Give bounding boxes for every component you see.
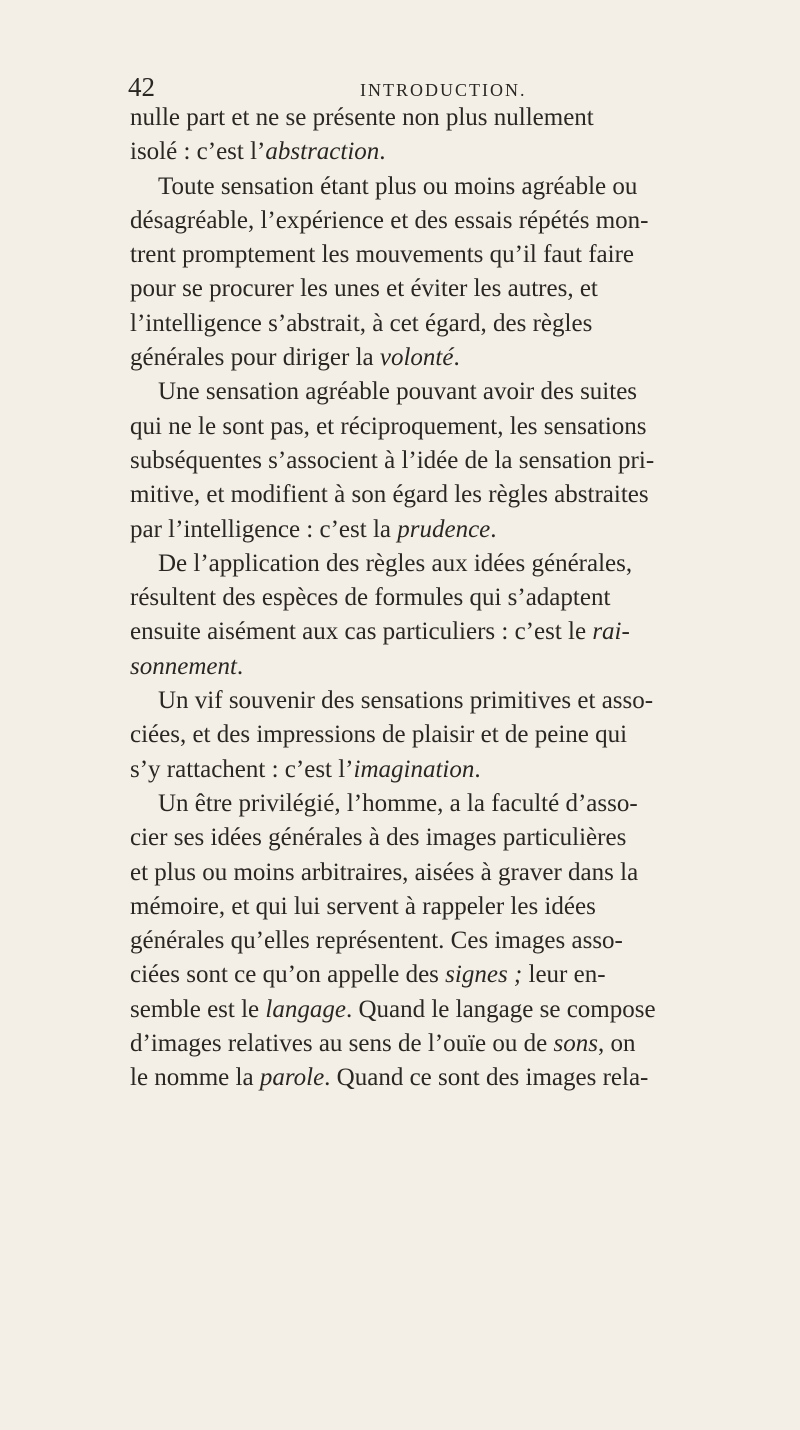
text-segment: ensuite aisément aux cas particuliers : c’est le — [130, 618, 593, 646]
text-segment: , on — [597, 1030, 636, 1058]
text-line — [130, 684, 790, 718]
text-line — [130, 478, 790, 512]
text-line — [130, 410, 790, 444]
text-segment: leur en- — [522, 961, 606, 989]
text-segment: isolé : c’est l’ — [130, 138, 266, 166]
text-segment: trent promptement les mouvements qu’il faut faire — [130, 241, 635, 269]
text-segment: . — [474, 755, 481, 783]
text-line — [130, 615, 790, 649]
text-line — [130, 307, 790, 341]
text-segment: semble est le — [130, 995, 266, 1023]
text-segment: Un vif souvenir des sensations primitives et asso- — [158, 687, 654, 715]
text-segment: . — [379, 138, 386, 166]
text-line — [130, 444, 790, 478]
text-line — [130, 341, 790, 375]
text-line — [130, 958, 790, 992]
italic-term: rai- — [592, 618, 630, 646]
text-line — [130, 204, 790, 238]
text-segment: le nomme la — [130, 1064, 260, 1092]
text-line — [130, 170, 790, 204]
text-segment: mitive, et modifient à son égard les règles abstraites — [130, 481, 649, 509]
text-line — [130, 993, 790, 1027]
running-head: INTRODUCTION. — [360, 80, 527, 100]
text-segment: d’images relatives au sens de l’ouïe ou de — [130, 1030, 554, 1058]
italic-term: volonté — [379, 344, 454, 372]
text-segment: De l’application des règles aux idées générales, — [158, 549, 633, 577]
italic-term: sonnement — [130, 652, 237, 680]
text-line — [130, 890, 790, 924]
text-line — [130, 924, 790, 958]
italic-term: prudence — [397, 515, 491, 543]
text-line — [130, 753, 790, 787]
text-segment: nulle part et ne se présente non plus nullement — [130, 104, 594, 131]
text-line — [130, 513, 790, 547]
text-segment: . Quand ce sont des images rela- — [324, 1064, 649, 1092]
text-line — [130, 238, 790, 272]
text-line — [130, 375, 790, 409]
text-segment: l’intelligence s’abstrait, à cet égard, des règles — [130, 309, 593, 337]
text-segment: . — [453, 344, 460, 372]
text-segment: générales qu’elles représentent. Ces images asso- — [130, 927, 623, 955]
text-line — [130, 101, 790, 135]
text-segment: par l’intelligence : c’est la — [130, 515, 398, 543]
text-segment: générales pour diriger la — [130, 344, 380, 372]
text-segment: ciées sont ce qu’on appelle des — [130, 961, 446, 989]
text-segment: mémoire, et qui lui servent à rappeler les idées — [130, 892, 596, 920]
text-segment: cier ses idées générales à des images particulières — [130, 824, 627, 852]
text-segment: . Quand le langage se compose — [345, 995, 656, 1023]
text-line — [130, 1027, 790, 1061]
text-line — [130, 787, 790, 821]
text-line — [130, 650, 790, 684]
text-segment: pour se procurer les unes et éviter les autres, et — [130, 275, 598, 303]
text-line — [130, 135, 790, 169]
text-segment: subséquentes s’associent à l’idée de la sensation pri- — [130, 446, 655, 474]
text-segment: Toute sensation étant plus ou moins agréable ou — [158, 172, 638, 200]
text-segment: ciées, et des impressions de plaisir et de peine qui — [130, 721, 628, 749]
text-segment: . — [236, 652, 244, 680]
text-line — [130, 581, 790, 615]
text-segment: Un être privilégié, l’homme, a la faculté d’asso- — [158, 789, 638, 817]
italic-term: signes ; — [445, 961, 523, 989]
body-text — [130, 101, 790, 1096]
text-segment: et plus ou moins arbitraires, aisées à graver dans la — [130, 858, 639, 886]
text-line — [130, 821, 790, 855]
text-line — [130, 718, 790, 752]
text-line — [130, 856, 790, 890]
text-segment: désagréable, l’expérience et des essais répétés mon- — [130, 206, 649, 234]
text-line — [130, 547, 790, 581]
text-segment: qui ne le sont pas, et réciproquement, les sensations — [130, 412, 647, 440]
italic-term: imagination — [353, 755, 475, 783]
text-segment: s’y rattachent : c’est l’ — [130, 755, 354, 783]
page-number: 42 — [128, 72, 155, 102]
text-segment: . — [490, 515, 497, 543]
italic-term: parole — [259, 1064, 325, 1092]
italic-term: sons — [553, 1030, 598, 1058]
text-segment: Une sensation agréable pouvant avoir des suites — [158, 378, 638, 406]
text-line — [130, 272, 790, 306]
text-segment: résultent des espèces de formules qui s’adaptent — [130, 584, 611, 612]
text-line — [130, 1061, 790, 1095]
italic-term: langage — [265, 995, 346, 1023]
italic-term: abstraction — [265, 138, 380, 166]
